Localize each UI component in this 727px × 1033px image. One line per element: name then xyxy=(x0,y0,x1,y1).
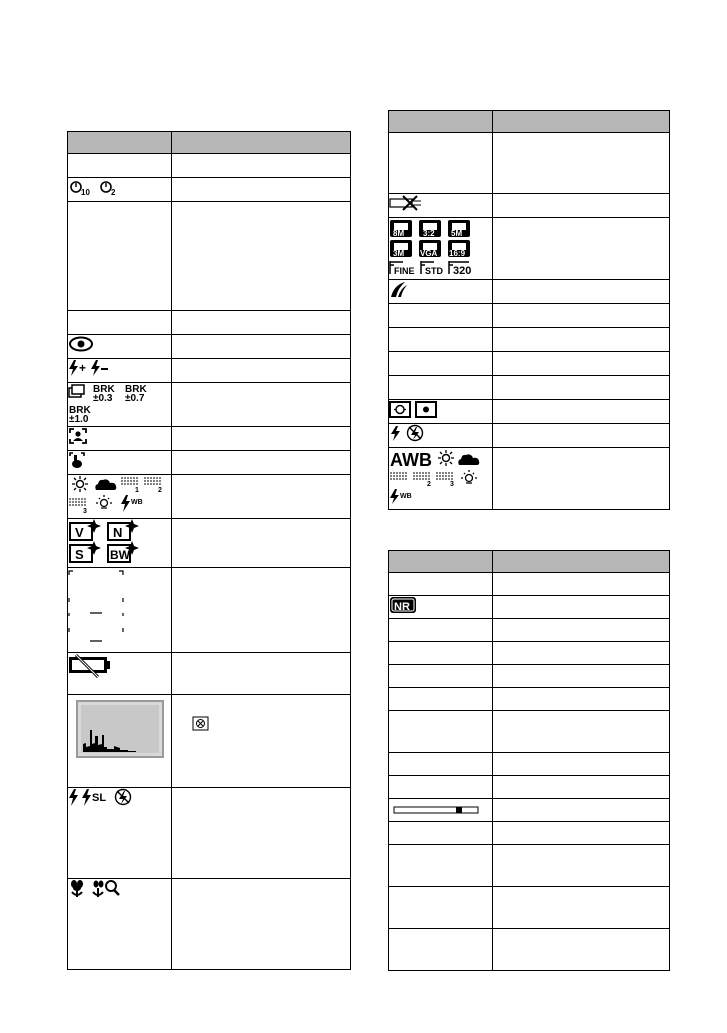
table-row xyxy=(68,154,351,178)
movie-quality-icons xyxy=(390,261,471,277)
description-cell xyxy=(493,304,670,328)
svg-text:FINE: FINE xyxy=(394,266,415,276)
description-cell xyxy=(493,218,670,280)
icon-cell xyxy=(389,887,493,929)
svg-text:BRK: BRK xyxy=(125,384,147,395)
macro-close-focus-icon xyxy=(68,879,138,901)
table-row xyxy=(68,359,351,383)
icon-cell xyxy=(389,929,493,971)
table-row xyxy=(389,194,670,218)
description-cell xyxy=(493,133,670,194)
header-cell xyxy=(493,551,670,573)
svg-text:5M: 5M xyxy=(451,229,463,238)
header-cell xyxy=(68,132,172,154)
header-cell xyxy=(172,132,351,154)
bracket-label: BRK xyxy=(93,384,115,395)
right-top-icons-table xyxy=(388,110,670,510)
wb-sub-2: 2 xyxy=(158,487,162,494)
description-cell xyxy=(493,619,670,642)
description-cell xyxy=(493,711,670,753)
description-cell xyxy=(493,280,670,304)
svg-text:VGA: VGA xyxy=(420,249,438,258)
svg-text:3M: 3M xyxy=(393,249,405,258)
table-row xyxy=(389,328,670,352)
table-row xyxy=(68,383,351,427)
description-cell xyxy=(493,929,670,971)
table-row xyxy=(389,799,670,822)
image-size-quality-icon xyxy=(389,218,489,276)
table-row xyxy=(389,280,670,304)
svg-text:±0.7: ±0.7 xyxy=(125,393,145,404)
table-header xyxy=(68,132,351,154)
description-cell xyxy=(493,328,670,352)
table-row xyxy=(389,753,670,776)
table-row xyxy=(68,202,351,311)
white-balance-icon xyxy=(68,475,168,515)
color-mode-bw: BW xyxy=(110,548,130,562)
table-row xyxy=(389,304,670,328)
description-cell xyxy=(493,194,670,218)
continuous-bracket-icon xyxy=(68,383,163,423)
table-row xyxy=(68,335,351,359)
table-row xyxy=(389,929,670,971)
self-timer-icon xyxy=(68,178,128,196)
icon-cell xyxy=(389,688,493,711)
description-cell xyxy=(493,400,670,424)
self-timer-icons xyxy=(68,178,172,202)
table-row xyxy=(389,352,670,376)
table-row xyxy=(389,665,670,688)
icon-cell xyxy=(389,822,493,845)
svg-text:2: 2 xyxy=(427,481,431,488)
description-cell xyxy=(493,688,670,711)
svg-text:+: + xyxy=(79,361,87,375)
description-cell xyxy=(493,753,670,776)
svg-text:±1.0: ±1.0 xyxy=(69,414,89,425)
description-cell xyxy=(493,352,670,376)
white-balance-icon xyxy=(389,448,489,504)
table-header xyxy=(389,111,670,133)
icon-cell xyxy=(389,376,493,400)
table-row xyxy=(389,688,670,711)
icon-cell xyxy=(389,711,493,753)
icon-cell xyxy=(389,776,493,799)
svg-text:STD: STD xyxy=(425,266,443,276)
table-row xyxy=(68,427,351,451)
svg-text:16:9: 16:9 xyxy=(449,249,466,258)
af-range-finder-frame xyxy=(68,568,138,648)
table-row xyxy=(389,887,670,929)
description-cell xyxy=(172,154,351,178)
header-cell xyxy=(389,111,493,133)
table-row xyxy=(389,424,670,448)
table-row xyxy=(68,519,351,568)
size-5m-icon xyxy=(448,220,470,238)
icon-cell xyxy=(68,202,172,311)
table-row xyxy=(68,311,351,335)
header-cell xyxy=(389,551,493,573)
table-row xyxy=(389,642,670,665)
svg-text:3: 3 xyxy=(450,481,454,488)
svg-text:320: 320 xyxy=(453,265,472,277)
red-eye-reduction-icon xyxy=(68,335,98,353)
table-header xyxy=(389,551,670,573)
color-mode-v: V xyxy=(75,525,84,540)
description-cell xyxy=(493,448,670,510)
description-cell xyxy=(493,424,670,448)
awb-label: AWB xyxy=(390,450,432,470)
table-row xyxy=(389,133,670,194)
description-cell xyxy=(172,788,351,879)
histogram-icon xyxy=(76,700,166,760)
flash-mode-icon xyxy=(68,788,148,808)
table-row xyxy=(389,619,670,642)
exposure-bar-icon xyxy=(393,806,483,816)
color-mode-s: S xyxy=(75,547,84,562)
timer-2-label: 2 xyxy=(111,188,116,197)
svg-text:WB: WB xyxy=(400,493,412,500)
flash-level-icon xyxy=(68,359,118,377)
icon-cell xyxy=(389,328,493,352)
svg-text:8M: 8M xyxy=(393,229,405,238)
description-cell xyxy=(172,359,351,383)
size-vga-icon xyxy=(419,240,441,258)
size-3-2-icon xyxy=(419,220,441,238)
table-row xyxy=(68,475,351,519)
face-detection-icon xyxy=(68,427,98,445)
icon-cell xyxy=(389,845,493,887)
svg-text:3:2: 3:2 xyxy=(423,229,435,238)
icon-cell xyxy=(389,133,493,194)
table-row xyxy=(389,845,670,887)
description-cell xyxy=(493,665,670,688)
icon-cell xyxy=(389,619,493,642)
description-cell xyxy=(493,376,670,400)
description-cell xyxy=(172,311,351,335)
description-cell xyxy=(493,822,670,845)
table-row xyxy=(389,376,670,400)
wb-flash-label: WB xyxy=(131,499,143,506)
description-cell xyxy=(172,653,351,695)
icon-cell xyxy=(389,573,493,596)
icon-cell xyxy=(68,154,172,178)
timer-10-label: 10 xyxy=(81,188,90,197)
flash-sl-label: SL xyxy=(92,792,107,804)
nr-label: NR xyxy=(394,601,410,613)
description-cell xyxy=(172,475,351,519)
table-row xyxy=(389,448,670,510)
description-cell xyxy=(172,427,351,451)
table-row xyxy=(389,218,670,280)
color-mode-n: N xyxy=(113,525,123,540)
description-cell xyxy=(493,887,670,929)
table-row xyxy=(389,776,670,799)
description-cell xyxy=(172,519,351,568)
feather-icon xyxy=(389,280,419,298)
description-cell xyxy=(493,776,670,799)
icon-cell xyxy=(68,311,172,335)
right-bottom-icons-table xyxy=(388,550,670,971)
description-cell xyxy=(172,383,351,427)
icon-cell xyxy=(389,753,493,776)
icon-cell xyxy=(389,304,493,328)
icon-cell xyxy=(389,665,493,688)
wb-sub-3: 3 xyxy=(83,508,87,515)
left-icons-table xyxy=(67,131,351,970)
table-row xyxy=(68,695,351,788)
flash-icon xyxy=(389,424,439,442)
table-row xyxy=(68,451,351,475)
table-row xyxy=(68,788,351,879)
header-cell xyxy=(493,111,670,133)
size-8m-icon xyxy=(390,220,412,238)
description-cell xyxy=(493,596,670,619)
size-16-9-icon xyxy=(448,240,470,258)
svg-text:BRK: BRK xyxy=(69,405,91,416)
icon-cell xyxy=(389,642,493,665)
table-row xyxy=(68,653,351,695)
description-cell xyxy=(172,178,351,202)
table-row xyxy=(389,596,670,619)
table-row xyxy=(68,879,351,970)
description-cell xyxy=(172,568,351,653)
description-cell xyxy=(172,879,351,970)
table-row xyxy=(389,573,670,596)
metering-mode-icon xyxy=(389,400,449,418)
description-cell xyxy=(493,642,670,665)
description-cell xyxy=(172,451,351,475)
touch-af-icon xyxy=(68,451,98,469)
table-row xyxy=(68,568,351,653)
table-row xyxy=(68,178,351,202)
table-row xyxy=(389,711,670,753)
description-cell xyxy=(172,202,351,311)
size-3m-icon xyxy=(390,240,412,258)
description-cell xyxy=(493,573,670,596)
icon-cell xyxy=(389,352,493,376)
description-cell xyxy=(493,799,670,822)
description-cell xyxy=(493,845,670,887)
description-cell xyxy=(172,335,351,359)
wb-sub-1: 1 xyxy=(135,487,139,494)
table-row xyxy=(389,822,670,845)
svg-text:±0.3: ±0.3 xyxy=(93,393,113,404)
no-signal-icon xyxy=(389,194,429,212)
color-mode-icon xyxy=(68,519,163,563)
table-row xyxy=(389,400,670,424)
nr-slow-shutter-icon xyxy=(389,596,429,614)
battery-warning-icon xyxy=(68,653,118,677)
close-symbol-icon xyxy=(192,715,212,735)
